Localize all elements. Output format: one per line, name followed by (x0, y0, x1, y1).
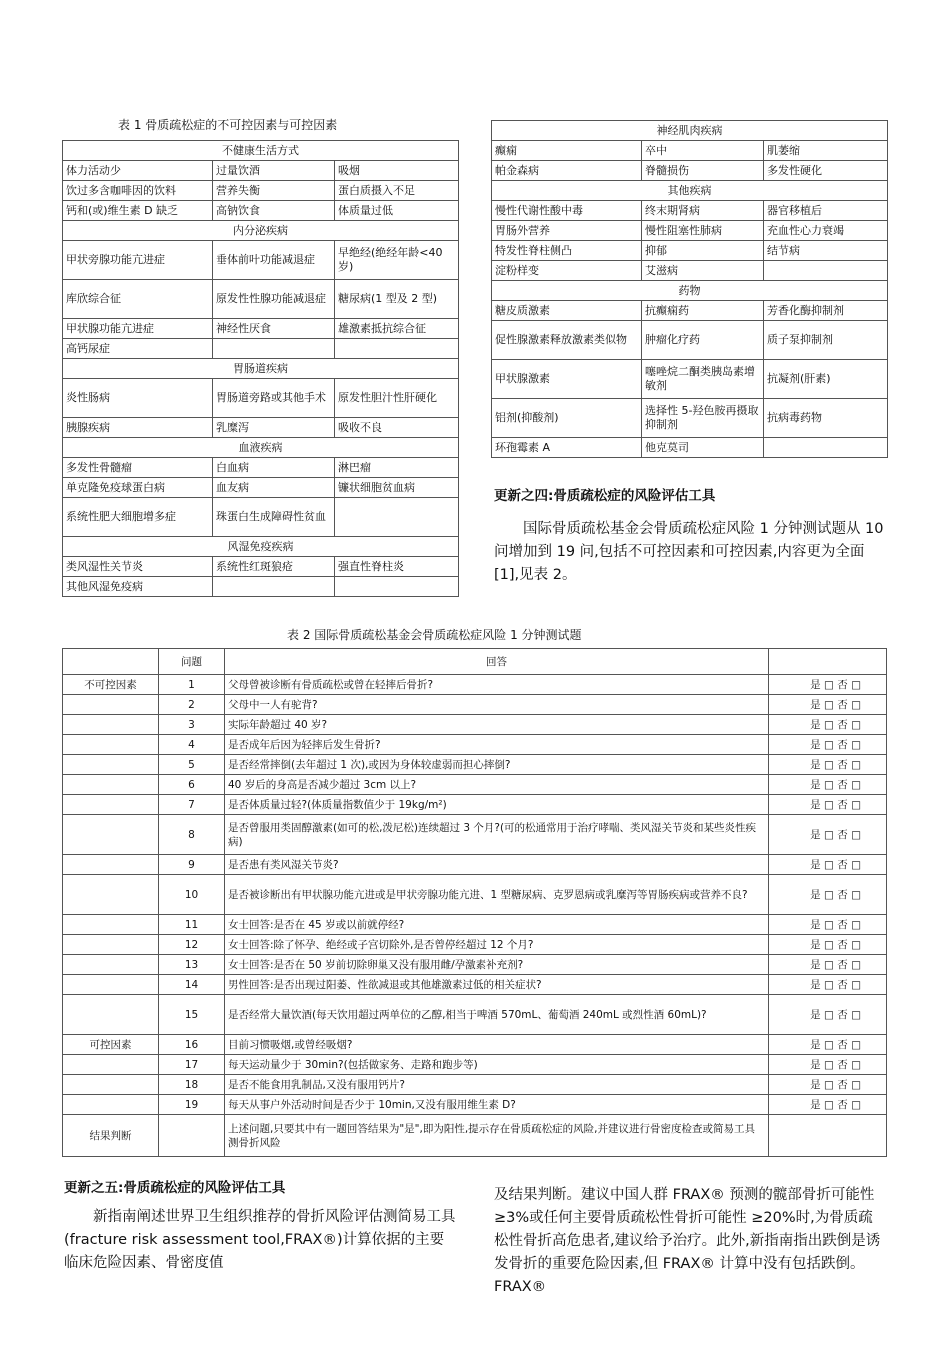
table-row (63, 995, 887, 1035)
table-row (63, 478, 459, 498)
table2 (62, 648, 887, 1157)
group-label (63, 995, 159, 1035)
table-row (492, 438, 888, 458)
question-number: 11 (159, 915, 225, 935)
question-text: 是否经常大量饮酒(每天饮用超过两单位的乙醇,相当于啤酒 570mL、葡萄酒 240mL 或烈性酒 60mL)? (225, 995, 769, 1035)
question-number: 13 (159, 955, 225, 975)
table-row (63, 675, 887, 695)
table-cell: 多发性骨髓瘤 (63, 458, 213, 478)
question-text: 实际年龄超过 40 岁? (225, 715, 769, 735)
answer-yes-no: 是 □ 否 □ (769, 715, 887, 735)
group-label (63, 1095, 159, 1115)
table-cell: 抗病毒药物 (764, 399, 888, 438)
category-label: 药物 (492, 281, 888, 301)
table-cell: 原发性性腺功能减退症 (213, 280, 335, 319)
group-label (63, 815, 159, 855)
question-text: 每天运动量少于 30min?(包括做家务、走路和跑步等) (225, 1055, 769, 1075)
question-text: 女士回答:除了怀孕、绝经或子宫切除外,是否曾停经超过 12 个月? (225, 935, 769, 955)
category-row (63, 221, 459, 241)
table-row (63, 855, 887, 875)
section5-text-left: 新指南阐述世界卫生组织推荐的骨折风险评估测简易工具(fracture risk assessment tool,FRAX®)计算依据的主要临床危险因素、骨密度值 (64, 1209, 456, 1271)
table-cell: 吸收不良 (335, 418, 459, 438)
question-text: 是否患有类风湿关节炎? (225, 855, 769, 875)
table-cell: 抑郁 (642, 241, 764, 261)
result-row (63, 1115, 887, 1157)
group-label (63, 695, 159, 715)
question-text: 是否曾服用类固醇激素(如可的松,泼尼松)连续超过 3 个月?(可的松通常用于治疗哮喘、类风湿关节炎和某些炎性疾病) (225, 815, 769, 855)
table1-right (491, 120, 888, 458)
category-row (63, 141, 459, 161)
table-cell: 单克隆免疫球蛋白病 (63, 478, 213, 498)
table-cell: 高钙尿症 (63, 339, 213, 359)
table-cell: 蛋白质摄入不足 (335, 181, 459, 201)
table-cell (213, 339, 335, 359)
table1-left (62, 140, 459, 597)
table-cell: 慢性阻塞性肺病 (642, 221, 764, 241)
table-cell: 特发性脊柱侧凸 (492, 241, 642, 261)
answer-yes-no: 是 □ 否 □ (769, 735, 887, 755)
question-number: 18 (159, 1075, 225, 1095)
table-row (63, 161, 459, 181)
table-cell: 噻唑烷二酮类胰岛素增敏剂 (642, 360, 764, 399)
table-row (63, 201, 459, 221)
table-cell (159, 1115, 225, 1157)
table-row (63, 181, 459, 201)
answer-yes-no: 是 □ 否 □ (769, 755, 887, 775)
table-cell: 体质量过低 (335, 201, 459, 221)
table-row (492, 161, 888, 181)
table-cell: 原发性胆汁性肝硬化 (335, 379, 459, 418)
category-label: 血液疾病 (63, 438, 459, 458)
table-cell: 器官移植后 (764, 201, 888, 221)
table-cell: 充血性心力衰竭 (764, 221, 888, 241)
table-row (63, 498, 459, 537)
category-row (63, 537, 459, 557)
table-row (492, 141, 888, 161)
table-cell: 雄激素抵抗综合征 (335, 319, 459, 339)
table-row (492, 360, 888, 399)
result-text: 上述问题,只要其中有一题回答结果为"是",即为阳性,提示存在骨质疏松症的风险,并建议进行骨密度检查或简易工具测骨折风险 (225, 1115, 769, 1157)
table-cell: 钙和(或)维生素 D 缺乏 (63, 201, 213, 221)
section5-text-right: 及结果判断。建议中国人群 FRAX® 预测的髋部骨折可能性 ≥3%或任何主要骨质疏松性骨折可能性 ≥20%时,为骨质疏松性骨折高危患者,建议给予治疗。此外,新指南指出跌倒是诱发骨折的重要危险因素,但 FRAX® 计算中没有包括跌倒。FRAX® (494, 1187, 881, 1295)
table-row (63, 458, 459, 478)
table-row (63, 935, 887, 955)
answer-yes-no: 是 □ 否 □ (769, 695, 887, 715)
question-number: 12 (159, 935, 225, 955)
table-row (492, 399, 888, 438)
question-number: 14 (159, 975, 225, 995)
table-row (63, 955, 887, 975)
question-text: 40 岁后的身高是否减少超过 3cm 以上? (225, 775, 769, 795)
table-cell: 卒中 (642, 141, 764, 161)
section4-heading: 更新之四:骨质疏松症的风险评估工具 (494, 488, 716, 504)
table-cell: 结节病 (764, 241, 888, 261)
table-cell (213, 577, 335, 597)
category-row (63, 438, 459, 458)
question-number: 6 (159, 775, 225, 795)
group-label (63, 795, 159, 815)
group-label: 不可控因素 (63, 675, 159, 695)
table-row (63, 1035, 887, 1055)
answer-yes-no: 是 □ 否 □ (769, 855, 887, 875)
question-text: 是否不能食用乳制品,又没有服用钙片? (225, 1075, 769, 1095)
question-text: 男性回答:是否出现过阳萎、性欲减退或其他雄激素过低的相关症状? (225, 975, 769, 995)
table-row (63, 339, 459, 359)
question-number: 7 (159, 795, 225, 815)
table-cell: 甲状腺功能亢进症 (63, 319, 213, 339)
table-cell: 甲状旁腺功能亢进症 (63, 241, 213, 280)
answer-yes-no: 是 □ 否 □ (769, 1055, 887, 1075)
category-row (63, 359, 459, 379)
question-number: 1 (159, 675, 225, 695)
table-cell: 血友病 (213, 478, 335, 498)
result-label: 结果判断 (63, 1115, 159, 1157)
table-cell: 营养失衡 (213, 181, 335, 201)
table-row (63, 975, 887, 995)
table-cell: 白血病 (213, 458, 335, 478)
question-text: 女士回答:是否在 50 岁前切除卵巢又没有服用雌/孕激素补充剂? (225, 955, 769, 975)
table-cell: 镰状细胞贫血病 (335, 478, 459, 498)
table-row (492, 301, 888, 321)
section5-heading: 更新之五:骨质疏松症的风险评估工具 (64, 1180, 286, 1196)
table-cell: 饮过多含咖啡因的饮料 (63, 181, 213, 201)
table-row (63, 695, 887, 715)
table-cell: 终末期肾病 (642, 201, 764, 221)
table-cell: 肿瘤化疗药 (642, 321, 764, 360)
table-row (63, 735, 887, 755)
answer-yes-no: 是 □ 否 □ (769, 995, 887, 1035)
table-cell: 糖皮质激素 (492, 301, 642, 321)
answer-yes-no: 是 □ 否 □ (769, 675, 887, 695)
table-row (63, 715, 887, 735)
table1-caption: 表 1 骨质疏松症的不可控因素与可控因素 (118, 118, 338, 132)
question-text: 是否被诊断出有甲状腺功能亢进或是甲状旁腺功能亢进、1 型糖尿病、克罗恩病或乳糜泻等胃肠疾病或营养不良? (225, 875, 769, 915)
column-header: 回答 (225, 649, 769, 675)
question-number: 10 (159, 875, 225, 915)
question-text: 目前习惯吸烟,或曾经吸烟? (225, 1035, 769, 1055)
table-row (492, 241, 888, 261)
table-cell: 癫痫 (492, 141, 642, 161)
answer-yes-no: 是 □ 否 □ (769, 975, 887, 995)
group-label (63, 735, 159, 755)
category-row (492, 281, 888, 301)
table-row (63, 557, 459, 577)
category-row (492, 181, 888, 201)
question-text: 每天从事户外活动时间是否少于 10min,又没有服用维生素 D? (225, 1095, 769, 1115)
column-header (63, 649, 159, 675)
table-cell: 类风湿性关节炎 (63, 557, 213, 577)
table-cell: 其他风湿免疫病 (63, 577, 213, 597)
table-row (63, 319, 459, 339)
table-row (63, 795, 887, 815)
table-row (63, 875, 887, 915)
question-number: 2 (159, 695, 225, 715)
table-row (63, 379, 459, 418)
table-row (63, 1075, 887, 1095)
question-number: 17 (159, 1055, 225, 1075)
answer-yes-no: 是 □ 否 □ (769, 875, 887, 915)
answer-yes-no: 是 □ 否 □ (769, 1095, 887, 1115)
table-row (63, 1095, 887, 1115)
table-cell: 脊髓损伤 (642, 161, 764, 181)
table-row (492, 261, 888, 281)
table-cell: 胃肠道旁路或其他手术 (213, 379, 335, 418)
category-label: 不健康生活方式 (63, 141, 459, 161)
table-row (492, 321, 888, 360)
table-cell: 质子泵抑制剂 (764, 321, 888, 360)
table-cell: 高钠饮食 (213, 201, 335, 221)
group-label (63, 975, 159, 995)
table-row (63, 1055, 887, 1075)
table-row (63, 815, 887, 855)
table-cell: 他克莫司 (642, 438, 764, 458)
answer-yes-no: 是 □ 否 □ (769, 775, 887, 795)
question-number: 5 (159, 755, 225, 775)
group-label (63, 755, 159, 775)
table-row (63, 775, 887, 795)
table-cell: 淀粉样变 (492, 261, 642, 281)
table-cell: 多发性硬化 (764, 161, 888, 181)
table-cell (335, 577, 459, 597)
table-cell: 系统性肥大细胞增多症 (63, 498, 213, 537)
table-cell: 环孢霉素 A (492, 438, 642, 458)
section4-text: 国际骨质疏松基金会骨质疏松症风险 1 分钟测试题从 10 问增加到 19 问,包括不可控因素和可控因素,内容更为全面[1],见表 2。 (494, 521, 884, 583)
answer-yes-no: 是 □ 否 □ (769, 1035, 887, 1055)
group-label (63, 855, 159, 875)
category-label: 风湿免疫疾病 (63, 537, 459, 557)
group-label (63, 1055, 159, 1075)
table-row (63, 915, 887, 935)
group-label (63, 775, 159, 795)
group-label (63, 875, 159, 915)
table-cell: 铝剂(抑酸剂) (492, 399, 642, 438)
table-cell: 系统性红斑狼疮 (213, 557, 335, 577)
table-row (63, 280, 459, 319)
table-row (63, 577, 459, 597)
group-label (63, 1075, 159, 1095)
table-cell: 炎性肠病 (63, 379, 213, 418)
category-label: 其他疾病 (492, 181, 888, 201)
table-cell (335, 498, 459, 537)
answer-yes-no: 是 □ 否 □ (769, 935, 887, 955)
question-number: 9 (159, 855, 225, 875)
table-cell: 体力活动少 (63, 161, 213, 181)
group-label (63, 915, 159, 935)
question-number: 15 (159, 995, 225, 1035)
group-label (63, 935, 159, 955)
table-cell (335, 339, 459, 359)
table-cell: 艾滋病 (642, 261, 764, 281)
category-row (492, 121, 888, 141)
table-cell: 肌萎缩 (764, 141, 888, 161)
question-number: 8 (159, 815, 225, 855)
group-label (63, 955, 159, 975)
table-cell: 慢性代谢性酸中毒 (492, 201, 642, 221)
table-row (63, 755, 887, 775)
group-label (63, 715, 159, 735)
table-cell: 淋巴瘤 (335, 458, 459, 478)
table-cell: 促性腺激素释放激素类似物 (492, 321, 642, 360)
category-label: 胃肠道疾病 (63, 359, 459, 379)
table-cell: 早绝经(绝经年龄<40 岁) (335, 241, 459, 280)
category-label: 内分泌疾病 (63, 221, 459, 241)
table-cell: 乳糜泻 (213, 418, 335, 438)
table-row (492, 201, 888, 221)
answer-yes-no: 是 □ 否 □ (769, 795, 887, 815)
table-cell: 抗癫痫药 (642, 301, 764, 321)
table-cell (764, 261, 888, 281)
question-text: 是否体质量过轻?(体质量指数值少于 19kg/m²) (225, 795, 769, 815)
category-label: 神经肌肉疾病 (492, 121, 888, 141)
column-header: 问题 (159, 649, 225, 675)
answer-yes-no: 是 □ 否 □ (769, 815, 887, 855)
table-cell: 强直性脊柱炎 (335, 557, 459, 577)
table-cell: 芳香化酶抑制剂 (764, 301, 888, 321)
question-text: 女士回答:是否在 45 岁或以前就停经? (225, 915, 769, 935)
table-cell: 抗凝剂(肝素) (764, 360, 888, 399)
table-cell: 珠蛋白生成障碍性贫血 (213, 498, 335, 537)
table-cell: 甲状腺激素 (492, 360, 642, 399)
table-cell: 帕金森病 (492, 161, 642, 181)
question-number: 19 (159, 1095, 225, 1115)
question-text: 是否成年后因为轻摔后发生骨折? (225, 735, 769, 755)
table-cell: 吸烟 (335, 161, 459, 181)
table-cell: 过量饮酒 (213, 161, 335, 181)
table-cell: 库欣综合征 (63, 280, 213, 319)
table-cell: 胰腺疾病 (63, 418, 213, 438)
table-row (63, 241, 459, 280)
table-row (63, 418, 459, 438)
question-text: 是否经常摔倒(去年超过 1 次),或因为身体较虚弱而担心摔倒? (225, 755, 769, 775)
table-cell: 选择性 5-羟色胺再摄取抑制剂 (642, 399, 764, 438)
table-cell: 垂体前叶功能减退症 (213, 241, 335, 280)
answer-yes-no: 是 □ 否 □ (769, 915, 887, 935)
table-cell: 神经性厌食 (213, 319, 335, 339)
table2-caption: 表 2 国际骨质疏松基金会骨质疏松症风险 1 分钟测试题 (287, 628, 582, 642)
answer-yes-no: 是 □ 否 □ (769, 1075, 887, 1095)
question-text: 父母曾被诊断有骨质疏松或曾在轻摔后骨折? (225, 675, 769, 695)
table-cell: 糖尿病(1 型及 2 型) (335, 280, 459, 319)
table-cell (769, 1115, 887, 1157)
question-text: 父母中一人有驼背? (225, 695, 769, 715)
table-row (492, 221, 888, 241)
question-number: 4 (159, 735, 225, 755)
column-header (769, 649, 887, 675)
table-cell: 胃肠外营养 (492, 221, 642, 241)
question-number: 16 (159, 1035, 225, 1055)
question-number: 3 (159, 715, 225, 735)
table-cell (764, 438, 888, 458)
group-label: 可控因素 (63, 1035, 159, 1055)
answer-yes-no: 是 □ 否 □ (769, 955, 887, 975)
table-header-row (63, 649, 887, 675)
